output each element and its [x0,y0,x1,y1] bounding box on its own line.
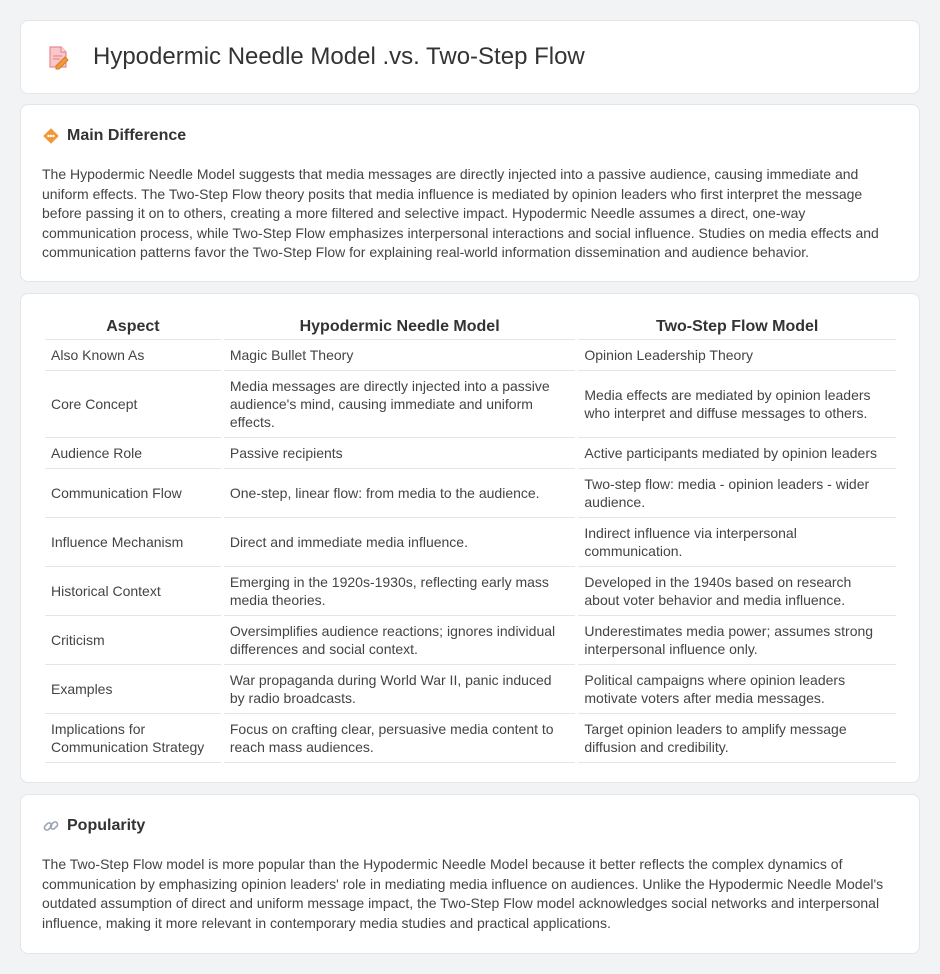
popularity-header [42,817,145,835]
popularity-card [20,794,920,954]
aspect-cell: Also Known As [45,340,221,371]
hypodermic-cell: Media messages are directly injected into a passive audience's mind, causing immediate and uniform effects. [224,371,576,438]
table-row [45,438,896,469]
hypodermic-cell: War propaganda during World War II, panic induced by radio broadcasts. [224,665,576,714]
table-row [45,469,896,518]
table-row [45,371,896,438]
document-pencil-icon [47,44,71,70]
aspect-cell: Influence Mechanism [45,518,221,567]
two-step-cell: Indirect influence via interpersonal communication. [578,518,896,567]
two-step-cell: Underestimates media power; assumes strong interpersonal influence only. [578,616,896,665]
two-step-cell: Developed in the 1940s based on research about voter behavior and media influence. [578,567,896,616]
aspect-cell: Historical Context [45,567,221,616]
aspect-cell: Implications for Communication Strategy [45,714,221,763]
header-aspect: Aspect [45,313,221,340]
main-difference-header [42,127,186,145]
aspect-cell: Audience Role [45,438,221,469]
table-row [45,616,896,665]
popularity-heading: Popularity [67,817,146,834]
title-row [47,43,585,71]
two-step-cell: Political campaigns where opinion leaders motivate voters after media messages. [578,665,896,714]
table-header-row [45,313,896,340]
header-hypodermic: Hypodermic Needle Model [224,313,576,340]
two-step-cell: Opinion Leadership Theory [578,340,896,371]
table-row [45,340,896,371]
table-row [45,518,896,567]
hypodermic-cell: Direct and immediate media influence. [224,518,576,567]
diamond-warning-icon [42,127,60,145]
comparison-card [20,293,920,783]
aspect-cell: Examples [45,665,221,714]
main-difference-heading: Main Difference [67,127,187,144]
two-step-cell: Media effects are mediated by opinion leaders who interpret and diffuse messages to others. [578,371,896,438]
comparison-table [42,313,899,763]
hypodermic-cell: Magic Bullet Theory [224,340,576,371]
table-row [45,714,896,763]
header-two-step: Two-Step Flow Model [578,313,896,340]
two-step-cell: Active participants mediated by opinion leaders [578,438,896,469]
hypodermic-cell: Focus on crafting clear, persuasive media content to reach mass audiences. [224,714,576,763]
link-icon [42,817,60,835]
header-card [20,20,920,94]
page-title: Hypodermic Needle Model .vs. Two-Step Flow [93,43,585,70]
aspect-cell: Communication Flow [45,469,221,518]
hypodermic-cell: Emerging in the 1920s-1930s, reflecting early mass media theories. [224,567,576,616]
table-row [45,567,896,616]
main-difference-text: The Hypodermic Needle Model suggests that media messages are directly injected into a passive audience, causing immediate and uniform effects. The Two-Step Flow theory posits that media influence is mediated by opinion leaders who first interpret the message before passing it on to others, creating a more filtered and selective impact. Hypodermic Needle assumes a direct, one-way communication process, while Two-Step Flow emphasizes interpersonal interactions and social influence. Studies on media effects and communication patterns favor the Two-Step Flow for explaining real-world information dissemination and audience behavior. [42,166,879,260]
two-step-cell: Two-step flow: media - opinion leaders - wider audience. [578,469,896,518]
hypodermic-cell: Oversimplifies audience reactions; ignores individual differences and social context. [224,616,576,665]
hypodermic-cell: Passive recipients [224,438,576,469]
hypodermic-cell: One-step, linear flow: from media to the audience. [224,469,576,518]
table-row [45,665,896,714]
main-difference-card [20,104,920,282]
popularity-text: The Two-Step Flow model is more popular than the Hypodermic Needle Model because it better reflects the complex dynamics of communication by emphasizing opinion leaders' role in mediating media influence on audiences. Unlike the Hypodermic Needle Model's outdated assumption of direct and uniform message impact, the Two-Step Flow model acknowledges social networks and interpersonal influence, making it more relevant in contemporary media studies and practical applications. [42,856,884,931]
two-step-cell: Target opinion leaders to amplify message diffusion and credibility. [578,714,896,763]
aspect-cell: Criticism [45,616,221,665]
aspect-cell: Core Concept [45,371,221,438]
